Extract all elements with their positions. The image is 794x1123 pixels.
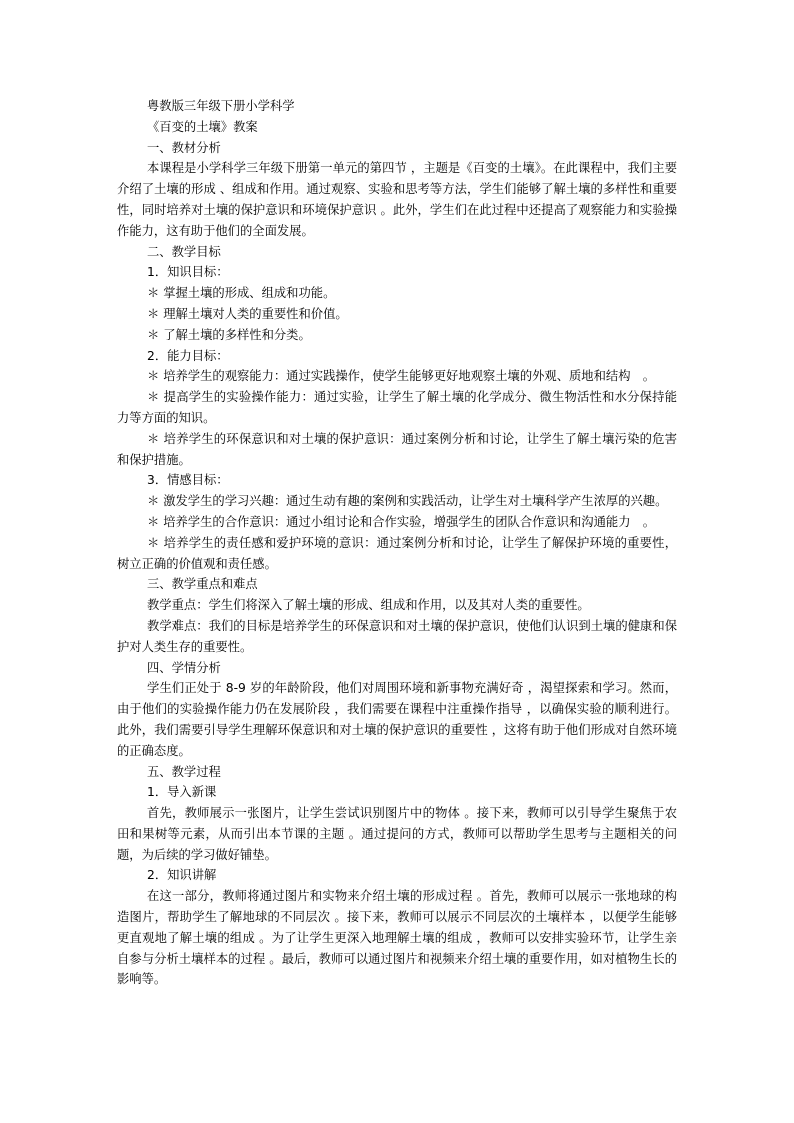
section-heading-teaching-process: 五、教学过程 xyxy=(147,764,221,779)
list-item: ＊ 理解土壤对人类的重要性和价值。 xyxy=(147,306,348,321)
subheading-emotion-goals: 3．情感目标： xyxy=(147,473,229,488)
section-heading-student-analysis: 四、学情分析 xyxy=(147,660,221,675)
subheading-introduction: 1．导入新课 xyxy=(147,785,217,800)
subheading-knowledge-goals: 1．知识目标： xyxy=(147,265,229,280)
paragraph-key-point: 教学重点：学生们将深入了解土壤的形成、组成和作用，以及其对人类的重要性。 xyxy=(147,598,590,613)
paragraph-student-analysis: 学生们正处于 8-9 岁的年龄阶段，他们对周围环境和新事物充满好奇 ，渴望探索和学习。然而，由于他们的实验操作能力仍在发展阶段 ，我们需要在课程中注重操作指导 ，以确保实验的顺利进行。此外，我们需要引导学生理解环保意识和对土壤的保护意识的重要性 ，这将有助于他们形成对自然环境的正确态度。 xyxy=(117,681,677,758)
list-item: ＊ 培养学生的环保意识和对土壤的保护意识：通过案例分析和讨论，让学生了解土壤污染的危害和保护措施。 xyxy=(117,431,677,467)
document-subject: 粤教版三年级下册小学科学 xyxy=(147,99,295,113)
list-item: ＊ 提高学生的实验操作能力：通过实验，让学生了解土壤的化学成分、微生物活性和水分保持能力等方面的知识。 xyxy=(117,390,677,425)
section-heading-teaching-goals: 二、教学目标 xyxy=(147,244,221,259)
paragraph-difficult-point: 教学难点：我们的目标是培养学生的环保意识和对土壤的保护意识，使他们认识到土壤的健康和保护对人类生存的重要性。 xyxy=(117,618,677,654)
paragraph-introduction: 首先，教师展示一张图片，让学生尝试识别图片中的物体 。接下来，教师可以引导学生聚焦于农田和果树等元素，从而引出本节课的主题 。通过提问的方式，教师可以帮助学生思考与主题相关的问题，为后续的学习做好铺垫。 xyxy=(117,806,677,862)
list-item: ＊ 了解土壤的多样性和分类。 xyxy=(147,327,311,342)
list-item: ＊ 培养学生的责任感和爱护环境的意识：通过案例分析和讨论，让学生了解保护环境的重要性，树立正确的价值观和责任感。 xyxy=(117,535,677,571)
paragraph-knowledge-explanation: 在这一部分，教师将通过图片和实物来介绍土壤的形成过程 。首先，教师可以展示一张地球的构造图片，帮助学生了解地球的不同层次 。接下来，教师可以展示不同层次的土壤样本 ，以便学生能够更直观地了解土壤的组成 。为了让学生更深入地理解土壤的组成 ，教师可以安排实验环节，让学生亲自参与分析土壤样本的过程 。最后，教师可以通过图片和视频来介绍土壤的重要作用，如对植物生长的影响等。 xyxy=(117,889,677,987)
subheading-ability-goals: 2．能力目标： xyxy=(147,348,229,363)
list-item: ＊ 掌握土壤的形成、组成和功能。 xyxy=(147,286,336,301)
paragraph-textbook-analysis: 本课程是小学科学三年级下册第一单元的第四节 ，主题是《百变的土壤》。在此课程中，我们主要介绍了土壤的形成 、组成和作用。通过观察、实验和思考等方法，学生们能够了解土壤的多样性和重要性，同时培养对土壤的保护意识和环境保护意识 。此外，学生们在此过程中还提高了观察能力和实验操作能力，这有助于他们的全面发展。 xyxy=(117,161,677,238)
section-heading-textbook-analysis: 一、教材分析 xyxy=(147,140,221,155)
document-title: 《百变的土壤》教案 xyxy=(147,119,258,134)
document-page xyxy=(117,96,677,990)
list-item: ＊ 培养学生的观察能力：通过实践操作，使学生能够更好地观察土壤的外观、质地和结构 。 xyxy=(147,369,656,384)
list-item: ＊ 培养学生的合作意识：通过小组讨论和合作实验，增强学生的团队合作意识和沟通能力 。 xyxy=(147,514,656,529)
section-heading-key-points: 三、教学重点和难点 xyxy=(147,577,258,592)
subheading-knowledge-explanation: 2．知识讲解 xyxy=(147,868,217,883)
list-item: ＊ 激发学生的学习兴趣：通过生动有趣的案例和实践活动，让学生对土壤科学产生浓厚的兴趣。 xyxy=(147,494,668,509)
